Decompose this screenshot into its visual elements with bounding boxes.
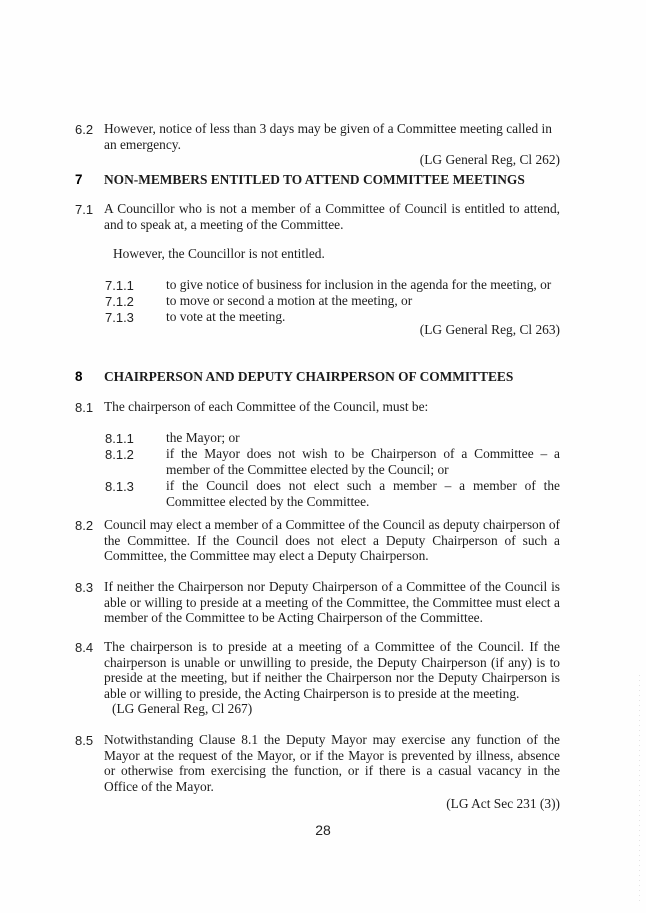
subclause-text: to give notice of business for inclusion in the agenda for the meeting, or — [166, 277, 552, 292]
subclause-number: 8.1.2 — [105, 447, 134, 462]
clause-note: However, the Councillor is not entitled. — [113, 246, 325, 261]
clause-text: Notwithstanding Clause 8.1 the Deputy Mayor may exercise any function of the Mayor at the request of the Mayor, or if the Mayor is prevented by illness, absence or otherwise from exercising the function, or if there is a casual vacancy in the Office of the Mayor. — [104, 732, 560, 794]
clause-number: 8.1 — [75, 400, 94, 415]
clause-reference: (LG General Reg, Cl 267) — [112, 701, 253, 716]
scan-artifact-marks — [639, 675, 640, 905]
clause-reference: (LG General Reg, Cl 262) — [419, 152, 560, 167]
clause-text: If neither the Chairperson nor Deputy Chairperson of a Committee of the Council is able or willing to preside at a meeting of the Committee, the Committee must elect a member of the Committee to be Acting Chairperson of the Committee. — [104, 579, 560, 625]
page-number: 28 — [315, 822, 331, 838]
clause-reference: (LG General Reg, Cl 263) — [419, 322, 560, 337]
clause-text: The chairperson of each Committee of the Council, must be: — [104, 399, 429, 414]
section-heading: CHAIRPERSON AND DEPUTY CHAIRPERSON OF COMMITTEES — [104, 369, 514, 384]
clause-number: 8.2 — [75, 518, 94, 533]
subclause-number: 8.1.3 — [105, 479, 134, 494]
subclause-number: 7.1.3 — [105, 310, 134, 325]
clause-number: 7.1 — [75, 202, 94, 217]
clause-reference: (LG Act Sec 231 (3)) — [446, 796, 560, 811]
section-heading: NON-MEMBERS ENTITLED TO ATTEND COMMITTEE MEETINGS — [104, 172, 525, 187]
clause-text: The chairperson is to preside at a meeting of a Committee of the Council. If the chairperson is unable or unwilling to preside, the Deputy Chairperson (if any) is to preside at the meeting, but if neither the Chairperson nor the Deputy Chairperson is able or willing to preside, the Acting Chairperson is to preside at the meeting. — [104, 639, 560, 701]
section-number: 8 — [75, 369, 83, 384]
clause-number: 6.2 — [75, 122, 94, 137]
clause-text: A Councillor who is not a member of a Committee of Council is entitled to attend, and to speak at, a meeting of the Committee. — [104, 201, 560, 232]
clause-text: However, notice of less than 3 days may be given of a Committee meeting called in an emergency. — [104, 121, 552, 152]
subclause-text: if the Mayor does not wish to be Chairperson of a Committee – a member of the Committee elected by the Council; or — [166, 446, 560, 477]
subclause-text: to vote at the meeting. — [166, 309, 286, 324]
subclause-text: if the Council does not elect such a member – a member of the Committee elected by the Committee. — [166, 478, 560, 509]
subclause-number: 8.1.1 — [105, 431, 134, 446]
subclause-number: 7.1.1 — [105, 278, 134, 293]
clause-number: 8.3 — [75, 580, 94, 595]
clause-number: 8.4 — [75, 640, 94, 655]
clause-number: 8.5 — [75, 733, 94, 748]
clause-text: Council may elect a member of a Committee of the Council as deputy chairperson of the Committee. If the Council does not elect a Deputy Chairperson of such a Committee, the Committee may elect a Deputy Chairperson. — [104, 517, 560, 563]
subclause-text: the Mayor; or — [166, 430, 240, 445]
subclause-text: to move or second a motion at the meeting, or — [166, 293, 413, 308]
subclause-number: 7.1.2 — [105, 294, 134, 309]
section-number: 7 — [75, 172, 83, 187]
